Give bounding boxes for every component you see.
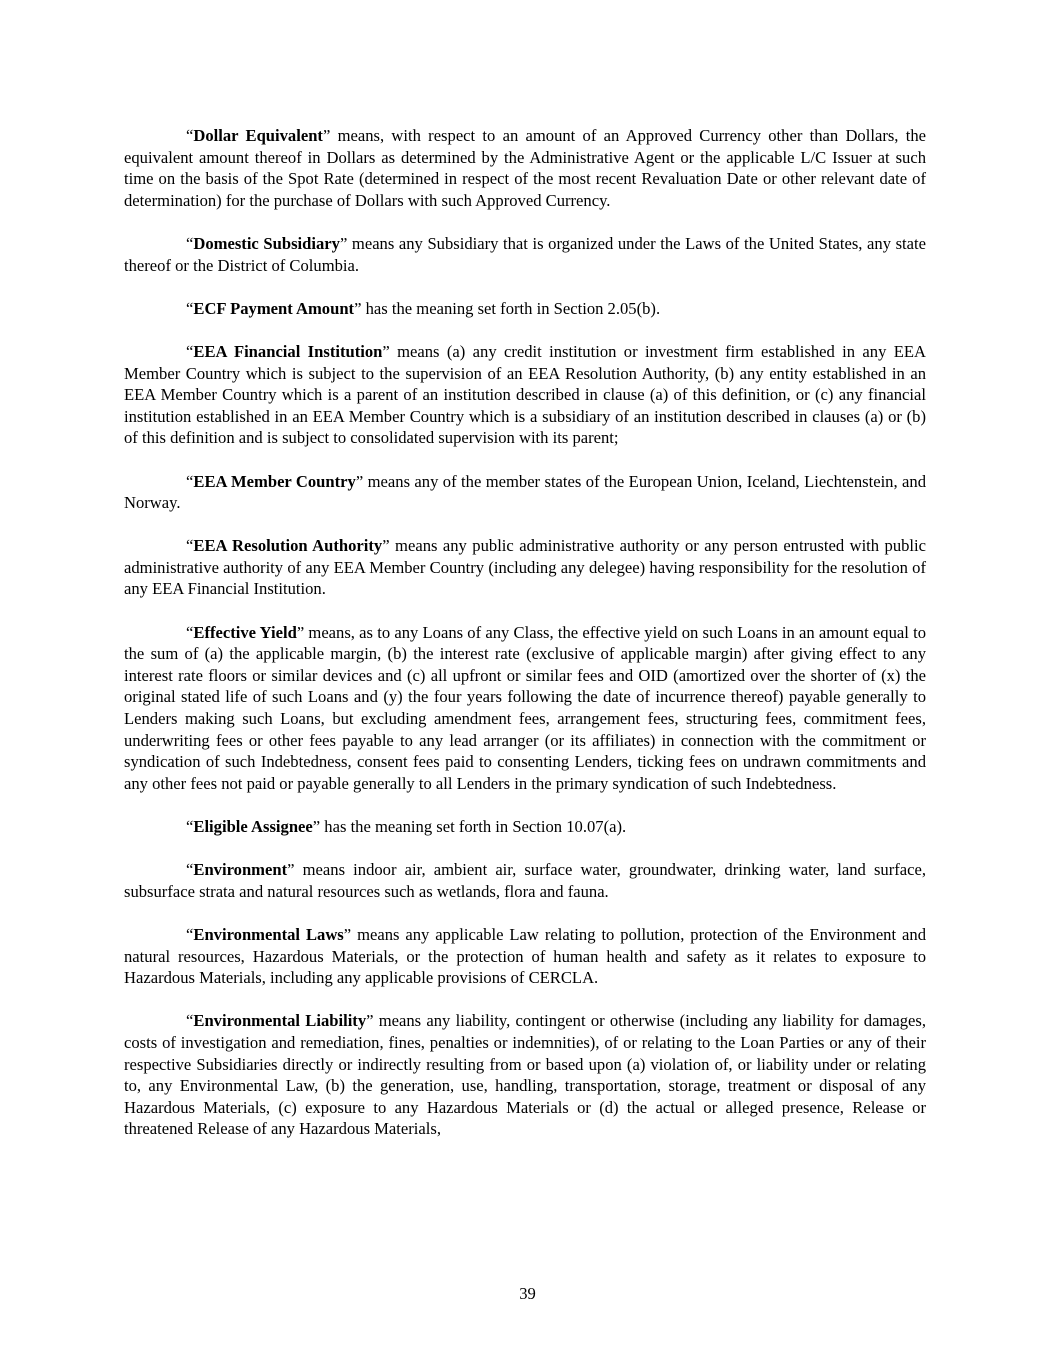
- open-quote: “: [186, 1011, 194, 1031]
- definition-domestic-subsidiary: [124, 233, 926, 276]
- open-quote: “: [186, 126, 194, 145]
- definition-eligible-assignee: [124, 816, 926, 838]
- page-number: 39: [519, 1284, 536, 1303]
- close-quote: ”: [382, 341, 390, 361]
- definition-environment: [124, 859, 926, 902]
- definition-text: means any applicable Law relating to pollution, protection of the Environment and natural resources, Hazardous Materials, or the protection of human health and safety as it relates to exposure to Hazardous Materials, including any applicable provisions of CERCLA.: [124, 924, 926, 988]
- open-quote: “: [186, 622, 194, 642]
- definition-text: means any liability, contingent or otherwise (including any liability for damages, costs of investigation and remediation, fines, penalties or indemnities), of or relating to the Loan Parties or any of their respective Subsidiaries directly or indirectly resulting from or based upon (a) violation of, or liability under or relating to, any Environmental Law, (b) the generation, use, handling, transportation, storage, treatment or disposal of any Hazardous Materials, (c) exposure to any Hazardous Materials or (d) the actual or alleged presence, Release or threatened Release of any Hazardous Materials,: [124, 1011, 926, 1139]
- defined-term: ECF Payment Amount: [193, 298, 355, 318]
- close-quote: ”: [312, 817, 321, 836]
- close-quote: ”: [355, 471, 364, 491]
- definition-text: has the meaning set forth in Section 10.07(a).: [320, 817, 627, 836]
- open-quote: “: [186, 536, 194, 556]
- definition-environmental-liability: [124, 1010, 926, 1140]
- definition-text: has the meaning set forth in Section 2.05(b).: [361, 298, 661, 318]
- defined-term: Eligible Assignee: [193, 817, 313, 836]
- defined-term: EEA Financial Institution: [193, 341, 383, 361]
- close-quote: ”: [366, 1011, 374, 1031]
- definition-effective-yield: [124, 622, 926, 795]
- definition-text: means any of the member states of the European Union, Iceland, Liechtenstein, and Norway.: [124, 471, 927, 513]
- defined-term: Environmental Laws: [193, 924, 344, 944]
- definition-text: means indoor air, ambient air, surface water, groundwater, drinking water, land surface, subsurface strata and natural resources such as wetlands, flora and fauna.: [124, 860, 926, 901]
- open-quote: “: [186, 817, 194, 836]
- open-quote: “: [186, 924, 194, 944]
- definition-text: means any Subsidiary that is organized under the Laws of the United States, any state thereof or the District of Columbia.: [124, 233, 926, 275]
- open-quote: “: [186, 298, 194, 318]
- definition-text: means, as to any Loans of any Class, the effective yield on such Loans in an amount equal to the sum of (a) the applicable margin, (b) the interest rate (exclusive of applicable margin) after giving effect to any interest rate floors or similar devices and (c) all upfront or similar fees and OID (amortized over the shorter of (x) the original stated life of such Loans and (y) the four years following the date of incurrence thereof) payable generally to Lenders making such Loans, but excluding amendment fees, arrangement fees, structuring fees, commitment fees, underwriting fees or other fees payable to any lead arranger (or its affiliates) in connection with the commitment or syndication of such Indebtedness, consent fees paid to consenting Lenders, ticking fees on undrawn commitments and any other fees not paid or payable generally to all Lenders in the primary syndication of such Indebtedness.: [124, 622, 926, 793]
- close-quote: ”: [343, 924, 352, 944]
- definition-eea-member-country: [124, 471, 926, 514]
- document-body: [124, 125, 926, 1162]
- defined-term: Domestic Subsidiary: [193, 233, 340, 253]
- open-quote: “: [186, 471, 194, 491]
- close-quote: ”: [296, 622, 305, 642]
- definition-dollar-equivalent: [124, 125, 926, 211]
- defined-term: Effective Yield: [193, 622, 297, 642]
- defined-term: Environmental Liability: [193, 1011, 367, 1031]
- close-quote: ”: [339, 233, 348, 253]
- defined-term: EEA Member Country: [193, 471, 356, 491]
- definition-text: means, with respect to an amount of an Approved Currency other than Dollars, the equivalent amount thereof in Dollars as determined by the Administrative Agent or the applicable L/C Issuer at such time on the basis of the Spot Rate (determined in respect of the most recent Revaluation Date or other relevant date of determination) for the purchase of Dollars with such Approved Currency.: [124, 126, 926, 210]
- definition-environmental-laws: [124, 924, 926, 989]
- close-quote: ”: [287, 860, 295, 880]
- definition-text: means any public administrative authority or any person entrusted with public administrative authority of any EEA Member Country (including any delegee) having responsibility for the resolution of any EEA Financial Institution.: [124, 536, 927, 599]
- open-quote: “: [186, 233, 194, 253]
- definition-eea-resolution-authority: [124, 535, 926, 600]
- open-quote: “: [186, 341, 194, 361]
- close-quote: ”: [382, 536, 390, 556]
- definition-text: means (a) any credit institution or investment firm established in any EEA Member Country which is subject to the supervision of an EEA Resolution Authority, (b) any entity established in an EEA Member Country which is a parent of an institution described in clause (a) of this definition, or (c) any financial institution established in an EEA Member Country which is a subsidiary of an institution described in clauses (a) or (b) of this definition and is subject to consolidated supervision with its parent;: [124, 341, 926, 448]
- open-quote: “: [186, 860, 194, 880]
- defined-term: Dollar Equivalent: [193, 126, 323, 145]
- close-quote: ”: [322, 126, 331, 145]
- defined-term: EEA Resolution Authority: [193, 536, 383, 556]
- definition-eea-financial-institution: [124, 341, 926, 449]
- definition-ecf-payment-amount: [124, 298, 926, 320]
- close-quote: ”: [354, 298, 362, 318]
- defined-term: Environment: [193, 860, 288, 880]
